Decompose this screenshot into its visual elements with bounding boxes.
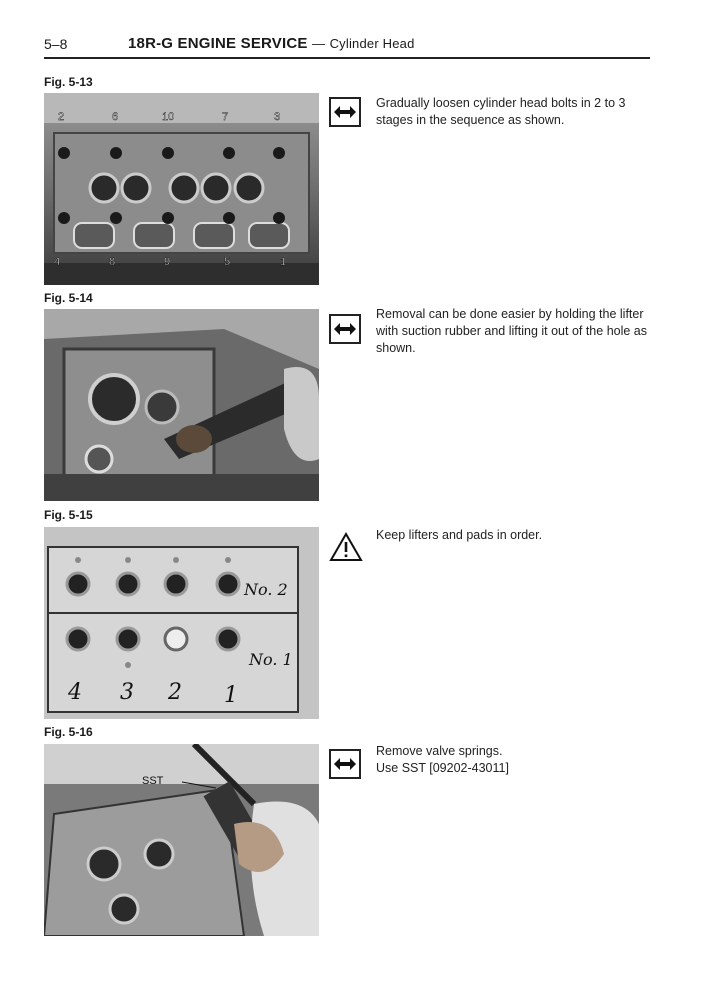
- fig-5-15-instruction: Keep lifters and pads in order.: [376, 528, 543, 542]
- column-number: 3: [120, 680, 134, 705]
- bolt-number: 2: [58, 111, 65, 123]
- row-label: No. 2: [244, 580, 288, 599]
- page-number: 5–8: [44, 36, 68, 52]
- bolt-number: 6: [112, 111, 119, 123]
- bolt-number: 3: [274, 111, 281, 123]
- bolt-number: 4: [54, 256, 61, 268]
- fig-5-13-photo: [44, 93, 319, 285]
- header-rule: [44, 57, 650, 59]
- fig-5-16-photo: [44, 744, 319, 936]
- disassembly-arrows-icon: [329, 314, 361, 344]
- page-title: [128, 35, 415, 52]
- bolt-number: 8: [109, 256, 116, 268]
- fig-5-14-label: Fig. 5-14: [44, 291, 93, 305]
- section-title: 18R-G ENGINE SERVICE: [128, 35, 308, 52]
- disassembly-arrows-icon: [329, 97, 361, 127]
- title-separator: —: [311, 36, 326, 51]
- page-header: [44, 34, 650, 56]
- disassembly-arrows-icon: [329, 749, 361, 779]
- fig-5-14-instruction: Removal can be done easier by holding the lifter with suction rubber and lifting it out of the hole as shown.: [376, 307, 647, 355]
- bolt-number: 10: [162, 111, 175, 123]
- fig-5-16-instruction: [376, 743, 656, 777]
- row-label: No. 1: [249, 650, 293, 669]
- column-number: 2: [168, 680, 182, 705]
- caution-triangle-icon: [329, 532, 363, 567]
- bolt-number: 1: [280, 256, 287, 268]
- bolt-number: 9: [164, 256, 171, 268]
- column-number: 4: [68, 680, 82, 705]
- fig-5-15-photo: [44, 527, 319, 719]
- fig-5-14-photo: [44, 309, 319, 501]
- bolt-number: 5: [224, 256, 231, 268]
- bolt-number: 7: [222, 111, 229, 123]
- fig-5-13-instruction: Gradually loosen cylinder head bolts in 2 to 3 stages in the sequence as shown.: [376, 96, 626, 127]
- fig-5-16-label: Fig. 5-16: [44, 725, 93, 739]
- instruction-line: Use SST [09202-43011]: [376, 761, 509, 775]
- fig-5-15-label: Fig. 5-15: [44, 508, 93, 522]
- instruction-line: Remove valve springs.: [376, 744, 503, 758]
- section-subtitle: Cylinder Head: [329, 36, 415, 51]
- column-number: 1: [224, 683, 238, 708]
- fig-5-13-label: Fig. 5-13: [44, 75, 93, 89]
- sst-callout: SST: [142, 775, 164, 787]
